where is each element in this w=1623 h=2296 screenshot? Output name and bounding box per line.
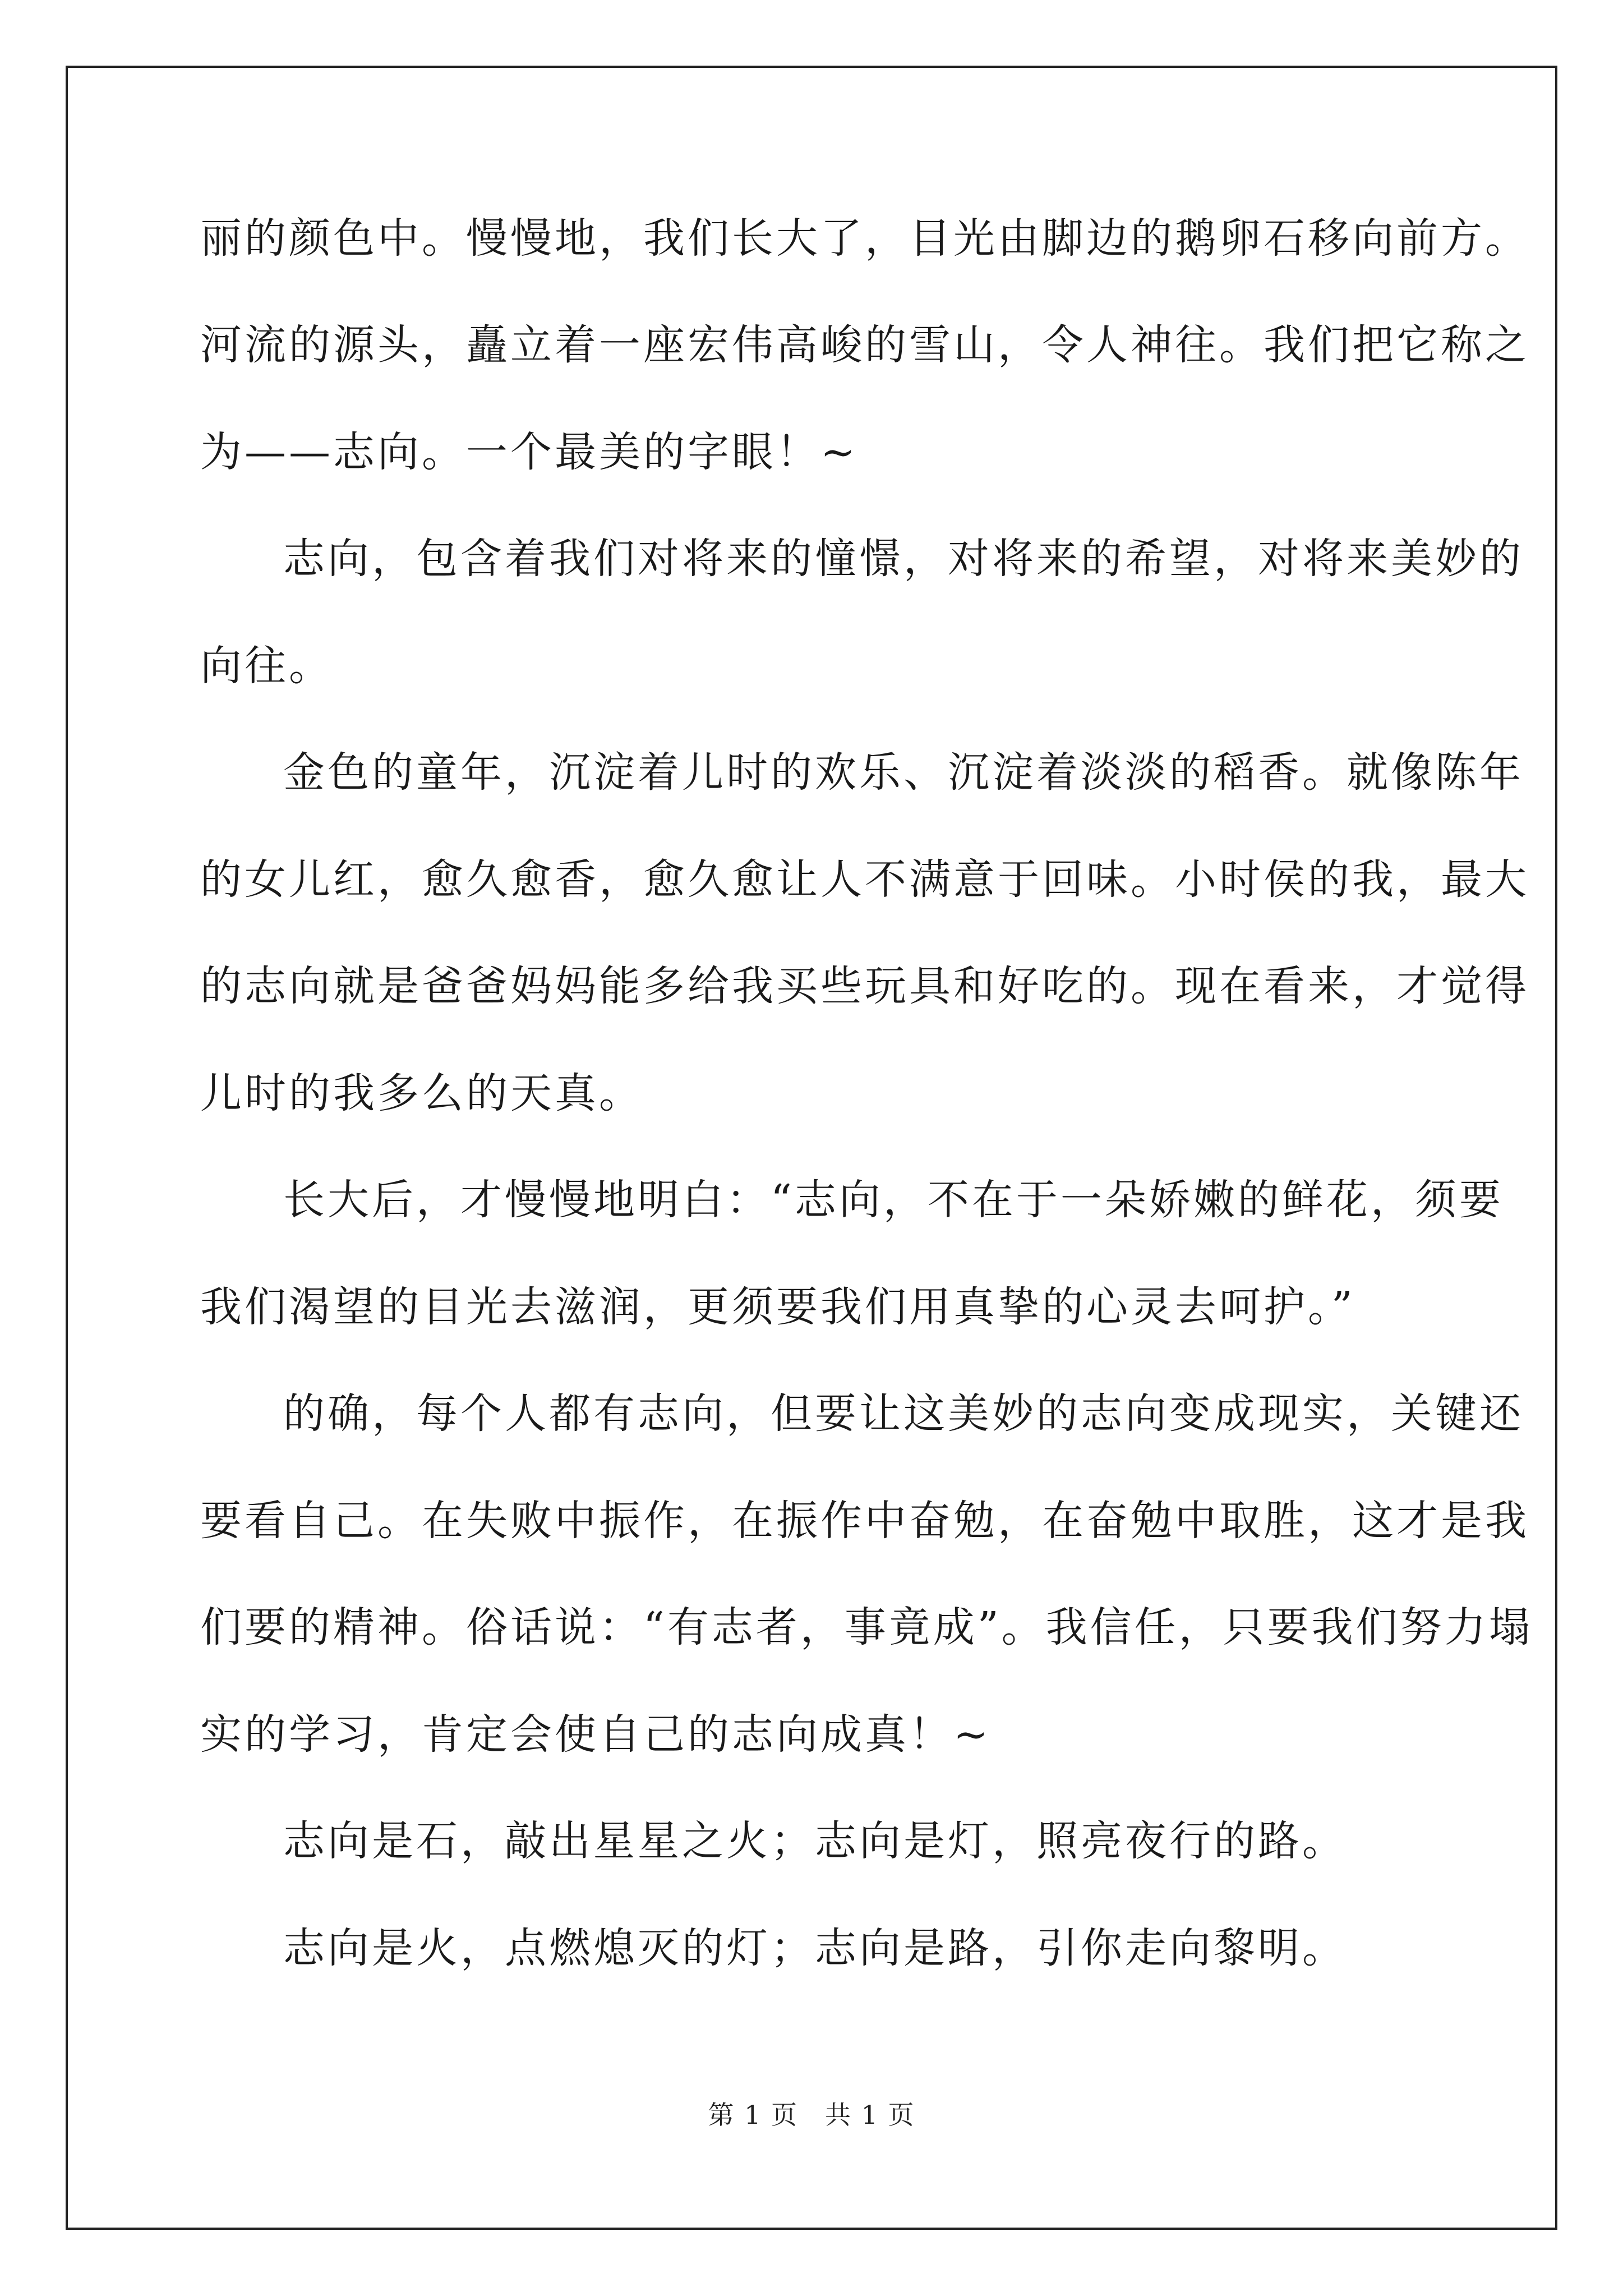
text-line: 向往。 xyxy=(200,642,333,690)
text-line: 儿时的我多么的天真。 xyxy=(200,1069,643,1117)
text-line: 的志向就是爸爸妈妈能多给我买些玩具和好吃的。现在看来，才觉得 xyxy=(200,962,1529,1010)
paragraph-first-line: 金色的童年，沉淀着儿时的欢乐、沉淀着淡淡的稻香。就像陈年 xyxy=(283,748,1524,797)
paragraph-first-line: 志向，包含着我们对将来的憧憬，对将来的希望，对将来美妙的 xyxy=(283,535,1524,583)
text-line: 河流的源头，矗立着一座宏伟高峻的雪山，令人神往。我们把它称之 xyxy=(200,321,1529,369)
page-number-footer: 第 1 页 共 1 页 xyxy=(708,2100,915,2130)
text-line: 的女儿红，愈久愈香，愈久愈让人不满意于回味。小时侯的我，最大 xyxy=(200,855,1529,904)
page-border xyxy=(66,66,1557,2230)
text-line: 丽的颜色中。慢慢地，我们长大了，目光由脚边的鹅卵石移向前方。 xyxy=(200,214,1529,263)
paragraph-first-line: 志向是石，敲出星星之火；志向是灯，照亮夜行的路。 xyxy=(283,1817,1347,1865)
text-line: 为——志向。一个最美的字眼！~ xyxy=(200,428,859,476)
paragraph-first-line: 长大后，才慢慢地明白：“志向，不在于一朵娇嫩的鲜花，须要 xyxy=(283,1176,1504,1224)
text-line: 们要的精神。俗话说：“有志者，事竟成”。我信任，只要我们努力塌 xyxy=(200,1603,1533,1651)
text-line: 要看自己。在失败中振作，在振作中奋勉，在奋勉中取胜，这才是我 xyxy=(200,1497,1529,1545)
text-line: 我们渴望的目光去滋润，更须要我们用真挚的心灵去呵护。” xyxy=(200,1283,1355,1331)
paragraph-first-line: 的确，每个人都有志向，但要让这美妙的志向变成现实，关键还 xyxy=(283,1389,1524,1438)
text-line: 实的学习，肯定会使自己的志向成真！~ xyxy=(200,1710,992,1759)
paragraph-first-line: 志向是火，点燃熄灭的灯；志向是路，引你走向黎明。 xyxy=(283,1924,1347,1972)
